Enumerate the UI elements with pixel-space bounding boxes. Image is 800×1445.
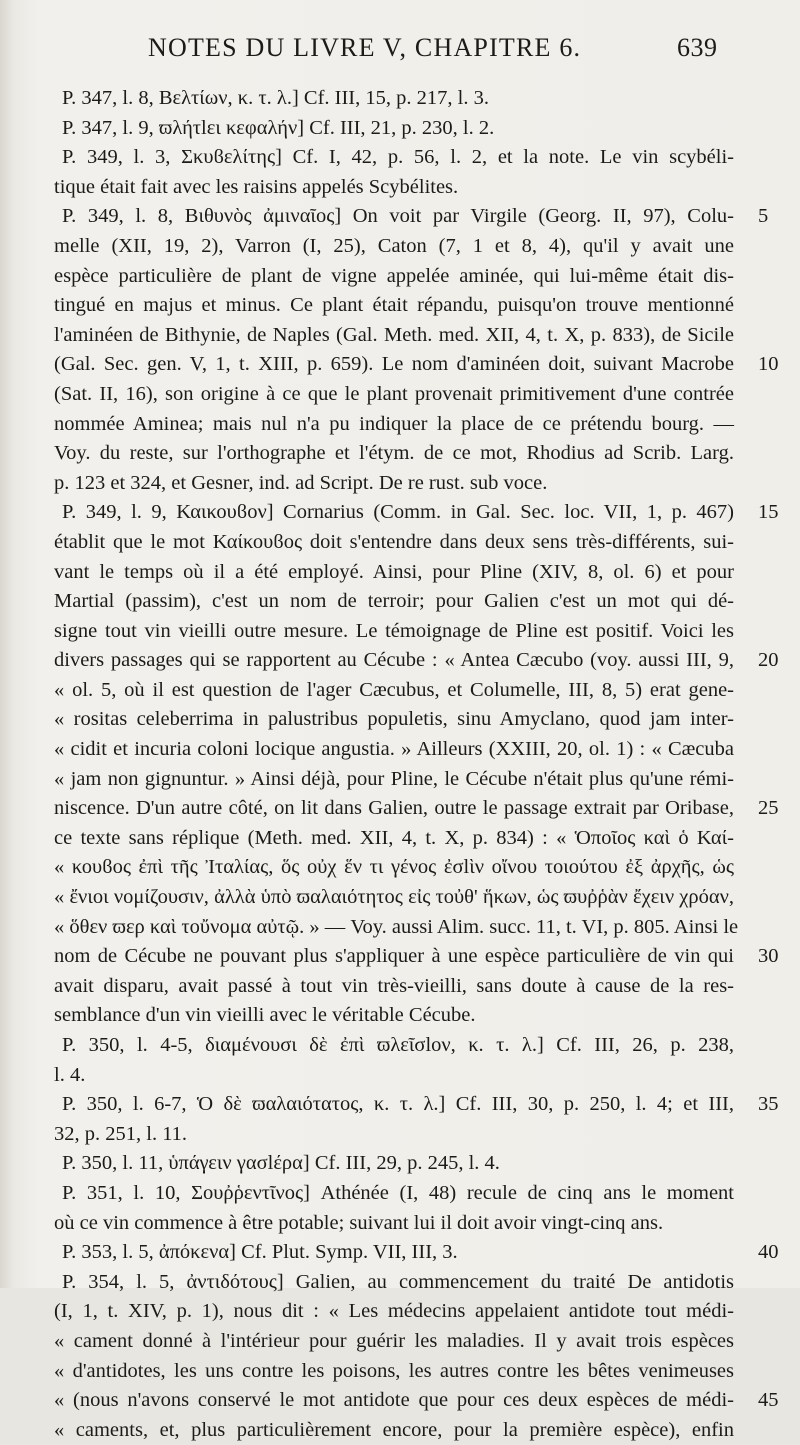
- line-text: « κουϐος ἐπὶ τῆς Ἰταλίας, ὅς οὐχ ἕν τι γένος ἐσlὶν οἴνου τοιούτου ἐξ ἀρχῆς, ὡς: [54, 856, 734, 879]
- text-line: [54, 1001, 734, 1031]
- text-line: [54, 1209, 734, 1239]
- text-line: [54, 913, 739, 943]
- line-text: 32, p. 251, l. 11.: [54, 1122, 188, 1145]
- line-text: P. 354, l. 5, ἀντιδότους] Galien, au commencement du traité De antidotis: [62, 1270, 734, 1293]
- line-text: P. 350, l. 6-7, Ὁ δὲ ϖαλαιότατος, κ. τ. λ.] Cf. III, 30, p. 250, l. 4; et III,: [62, 1093, 734, 1116]
- page-header: [0, 33, 800, 73]
- line-text: nommée Aminea; mais nul n'a pu indiquer la place de ce prétendu bourg. —: [54, 412, 734, 435]
- line-number: 45: [758, 1389, 779, 1412]
- line-text: « caments, et, plus particulièrement encore, pour la première espèce), enfin: [54, 1418, 734, 1441]
- notes-text: [54, 84, 779, 1445]
- line-text: espèce particulière de plant de vigne appelée aminée, qui lui-même était dis-: [54, 264, 734, 287]
- line-text: P. 353, l. 5, ἀπόκενα] Cf. Plut. Symp. VII, III, 3.: [62, 1241, 458, 1264]
- line-text: « (nous n'avons conservé le mot antidote que pour ces deux espèces de médi-: [54, 1389, 734, 1412]
- line-text: « rositas celeberrima in palustribus populetis, sinu Amyclano, quod jam inter-: [54, 708, 734, 731]
- text-line: [54, 232, 734, 262]
- line-text: (Sat. II, 16), son origine à ce que le plant provenait primitivement d'une contrée: [54, 382, 734, 405]
- line-number: 25: [758, 797, 779, 820]
- text-line: [54, 705, 734, 735]
- line-text: ce texte sans réplique (Meth. med. XII, 4, t. X, p. 834) : « Ὁποῖος καὶ ὁ Καί-: [54, 826, 734, 849]
- text-line: [54, 143, 734, 173]
- line-number: 40: [758, 1241, 779, 1264]
- text-line: [54, 558, 734, 588]
- text-line: [54, 202, 769, 232]
- line-text: vant le temps où il a été employé. Ainsi, pour Pline (XIV, 8, ol. 6) et pour: [54, 560, 734, 583]
- text-line: [54, 1179, 734, 1209]
- line-text: « cament donné à l'intérieur pour guérir les maladies. Il y avait trois espèces: [54, 1329, 734, 1352]
- line-text: « ὅθεν ϖερ καὶ τοὔνομα αὐτῷ. » — Voy. aussi Alim. succ. 11, t. VI, p. 805. Ainsi le: [54, 915, 739, 938]
- text-line: [54, 528, 734, 558]
- text-line: [54, 824, 734, 854]
- line-text: P. 347, l. 8, Βελτίων, κ. τ. λ.] Cf. III, 15, p. 217, l. 3.: [62, 87, 489, 109]
- text-line: [54, 1386, 779, 1416]
- line-text: « d'antidotes, les uns contre les poisons, les autres contre les bêtes venimeuses: [54, 1359, 734, 1382]
- text-line: [54, 1149, 734, 1179]
- line-text: « cidit et incuria coloni locique angustia. » Ailleurs (XXIII, 20, ol. 1) : « Cæcuba: [54, 738, 734, 761]
- line-text: P. 349, l. 8, Βιθυνὸς ἀμιναῖος] On voit par Virgile (Georg. II, 97), Colu-: [62, 205, 734, 228]
- text-line: [54, 1327, 734, 1357]
- line-number: 5: [758, 205, 769, 228]
- text-line: [54, 469, 734, 499]
- page-number: 639: [677, 33, 718, 62]
- line-text: nom de Cécube ne pouvant plus s'appliquer à une espèce particulière de vin qui: [54, 945, 734, 968]
- text-line: [54, 853, 734, 883]
- text-line: [54, 262, 734, 292]
- text-line: [54, 1238, 779, 1268]
- text-line: [54, 1061, 734, 1091]
- text-line: [54, 1268, 734, 1298]
- line-number: 20: [758, 649, 779, 672]
- line-text: P. 347, l. 9, ϖλήτlει κεφαλήν] Cf. III, 21, p. 230, l. 2.: [62, 116, 495, 139]
- text-line: [54, 439, 734, 469]
- line-text: « ἔνιοι νομίζουσιν, ἀλλὰ ὑπὸ ϖαλαιότητος εἰς τοὐθ' ἥκων, ὡς ϖυῤῥὰν ἔχειν χρόαν,: [54, 886, 734, 909]
- line-number: 15: [758, 501, 779, 524]
- line-text: « ol. 5, où il est question de l'ager Cæcubus, et Columelle, III, 8, 5) erat gene-: [54, 678, 734, 701]
- text-line: [54, 972, 734, 1002]
- line-text: l. 4.: [54, 1063, 86, 1086]
- text-line: [54, 291, 734, 321]
- line-text: l'aminéen de Bithynie, de Naples (Gal. Meth. med. XII, 4, t. X, p. 833), de Sicile: [54, 323, 734, 346]
- text-line: [54, 676, 734, 706]
- text-line: [54, 380, 734, 410]
- text-line: [54, 646, 779, 676]
- text-line: [54, 1297, 734, 1327]
- line-text: établit que le mot Καίκουϐος doit s'entendre dans deux sens très-différents, sui-: [54, 530, 734, 553]
- text-line: [54, 350, 779, 380]
- line-text: avait disparu, avait passé à tout vin très-vieilli, sans doute à cause de la res-: [54, 974, 734, 997]
- text-line: [54, 173, 734, 203]
- line-text: Voy. du reste, sur l'orthographe et l'étym. de ce mot, Rhodius ad Scrib. Larg.: [54, 442, 734, 465]
- text-line: [54, 321, 734, 351]
- line-text: P. 349, l. 3, Σκυϐελίτης] Cf. I, 42, p. 56, l. 2, et la note. Le vin scybéli-: [62, 146, 734, 169]
- line-text: tingué en majus et minus. Ce plant était répandu, puisqu'on trouve mentionné: [54, 294, 734, 317]
- running-title: NOTES DU LIVRE V, CHAPITRE 6.: [148, 33, 582, 62]
- line-text: semblance d'un vin vieilli avec le véritable Cécube.: [54, 1004, 476, 1027]
- line-text: niscence. D'un autre côté, on lit dans Galien, outre le passage extrait par Oribase,: [54, 797, 734, 820]
- line-number: 30: [758, 945, 779, 968]
- text-line: [54, 794, 779, 824]
- line-text: P. 350, l. 11, ὑπάγειν γασlέρα] Cf. III, 29, p. 245, l. 4.: [62, 1152, 500, 1175]
- text-line: [54, 735, 734, 765]
- text-line: [54, 114, 734, 144]
- line-text: « jam non gignuntur. » Ainsi déjà, pour Pline, le Cécube n'était plus qu'une rémi-: [54, 767, 734, 790]
- line-text: où ce vin commence à être potable; suivant lui il doit avoir vingt-cinq ans.: [54, 1211, 664, 1234]
- line-text: divers passages qui se rapportent au Cécube : « Antea Cæcubo (voy. aussi III, 9,: [54, 649, 734, 672]
- line-text: (Gal. Sec. gen. V, 1, t. XIII, p. 659). Le nom d'aminéen doit, suivant Macrobe: [54, 353, 734, 376]
- line-number: 10: [758, 353, 779, 376]
- text-line: [54, 410, 734, 440]
- text-line: [54, 498, 779, 528]
- line-number: 35: [758, 1093, 779, 1116]
- line-text: (I, 1, t. XIV, p. 1), nous dit : « Les médecins appelaient antidote tout médi-: [54, 1300, 734, 1323]
- text-line: [54, 942, 779, 972]
- line-text: P. 349, l. 9, Καικουϐον] Cornarius (Comm. in Gal. Sec. loc. VII, 1, p. 467): [62, 501, 734, 524]
- text-line: [54, 617, 734, 647]
- text-line: [54, 765, 734, 795]
- text-line: [54, 1031, 734, 1061]
- text-line: [54, 1120, 734, 1150]
- text-line: [54, 587, 734, 617]
- line-text: p. 123 et 324, et Gesner, ind. ad Script. De re rust. sub voce.: [54, 471, 548, 494]
- text-line: [54, 84, 734, 114]
- text-line: [54, 1090, 779, 1120]
- line-text: P. 350, l. 4-5, διαμένουσι δὲ ἐπὶ ϖλεῖσlον, κ. τ. λ.] Cf. III, 26, p. 238,: [62, 1034, 734, 1056]
- line-text: Martial (passim), c'est un nom de terroir; pour Galien c'est un mot qui dé-: [54, 590, 734, 613]
- text-line: [54, 1416, 734, 1445]
- line-text: tique était fait avec les raisins appelés Scybélites.: [54, 175, 459, 198]
- text-line: [54, 1357, 734, 1387]
- line-text: melle (XII, 19, 2), Varron (I, 25), Caton (7, 1 et 8, 4), qu'il y avait une: [54, 234, 734, 257]
- line-text: signe tout vin vieilli outre mesure. Le témoignage de Pline est positif. Voici les: [54, 619, 734, 642]
- text-line: [54, 883, 734, 913]
- line-text: P. 351, l. 10, Σουῤῥεντῖνος] Athénée (I, 48) recule de cinq ans le moment: [62, 1181, 734, 1204]
